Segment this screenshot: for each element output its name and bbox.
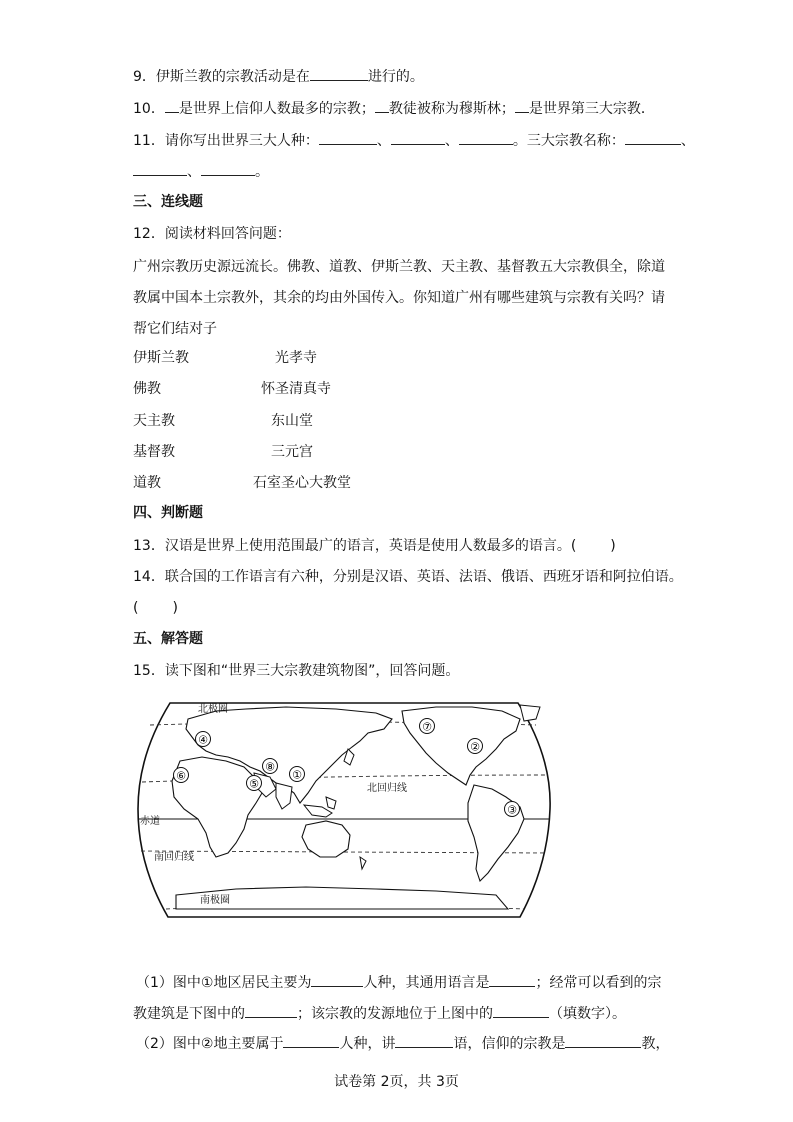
- religion-item[interactable]: 道教: [133, 475, 161, 491]
- india-landmass: [276, 783, 292, 809]
- question-15-1-cont: 教建筑是下图中的 ；该宗教的发源地位于上图中的 （填数字）。: [133, 1003, 626, 1024]
- answer-blank[interactable]: [201, 161, 255, 176]
- section-heading: 三、连线题: [133, 194, 203, 210]
- question-12-paragraph: 教属中国本土宗教外，其余的均由外国传入。你知道广州有哪些建筑与宗教有关吗？请: [133, 290, 665, 306]
- question-12-paragraph: 广州宗教历史源远流长。佛教、道教、伊斯兰教、天主教、基督教五大宗教俱全，除道: [133, 259, 665, 275]
- answer-blank[interactable]: [283, 1033, 339, 1048]
- question-10: 10． 是世界上信仰人数最多的宗教； 教徒被称为穆斯林； 是世界第三大宗教．: [133, 98, 655, 119]
- marker-3: [505, 802, 520, 817]
- religion-item[interactable]: 基督教: [133, 444, 175, 460]
- building-item[interactable]: 东山堂: [271, 413, 313, 429]
- answer-blank[interactable]: [489, 972, 535, 987]
- world-map: [136, 697, 552, 922]
- question-14-cont: ( ): [133, 600, 178, 616]
- answer-blank[interactable]: [375, 98, 389, 113]
- question-11: 11．请你写出世界三大人种： 、 、 。三大宗教名称： 、: [133, 130, 695, 151]
- religion-item[interactable]: 天主教: [133, 413, 175, 429]
- label-north-polar: 北极圈: [198, 704, 228, 715]
- label-tropic-capricorn: 南回归线: [154, 852, 194, 863]
- section-heading: 四、判断题: [133, 505, 203, 521]
- answer-blank[interactable]: [165, 98, 179, 113]
- marker-7: [420, 719, 435, 734]
- building-item[interactable]: 三元宫: [271, 444, 313, 460]
- svg-text:⑥: ⑥: [176, 769, 186, 783]
- answer-blank[interactable]: [391, 130, 445, 145]
- question-13: 13．汉语是世界上使用范围最广的语言，英语是使用人数最多的语言。( ): [133, 538, 616, 554]
- answer-blank[interactable]: [625, 130, 681, 145]
- answer-blank[interactable]: [310, 66, 368, 81]
- sea-islands: [304, 797, 336, 817]
- question-12-title: 12．阅读材料回答问题：: [133, 226, 291, 242]
- question-9: 9．伊斯兰教的宗教活动是在 进行的。: [133, 66, 424, 87]
- answer-blank[interactable]: [319, 130, 377, 145]
- svg-text:⑧: ⑧: [265, 760, 275, 774]
- greenland-landmass: [520, 705, 540, 721]
- question-12-paragraph: 帮它们结对子: [133, 321, 217, 337]
- label-south-polar: 南极圈: [200, 895, 230, 906]
- marker-2: [468, 739, 483, 754]
- marker-8: [263, 759, 278, 774]
- new-zealand: [360, 857, 366, 869]
- answer-blank[interactable]: [515, 98, 529, 113]
- question-15-title: 15．读下图和“世界三大宗教建筑物图”，回答问题。: [133, 663, 460, 679]
- section-heading: 五、解答题: [133, 631, 203, 647]
- question-14: 14．联合国的工作语言有六种，分别是汉语、英语、法语、俄语、西班牙语和阿拉伯语。: [133, 569, 683, 585]
- religion-item[interactable]: 佛教: [133, 381, 161, 397]
- svg-text:④: ④: [198, 733, 208, 747]
- marker-6: [174, 768, 189, 783]
- answer-blank[interactable]: [459, 130, 513, 145]
- marker-4: [196, 732, 211, 747]
- building-item[interactable]: 怀圣清真寺: [261, 381, 331, 397]
- question-15-2: （2）图中②地主要属于 人种，讲 语，信仰的宗教是 教，: [136, 1033, 669, 1054]
- svg-text:⑦: ⑦: [422, 720, 432, 734]
- svg-text:⑤: ⑤: [249, 777, 259, 791]
- answer-blank[interactable]: [245, 1003, 297, 1018]
- svg-text:②: ②: [470, 740, 480, 754]
- north-america-landmass: [402, 707, 520, 785]
- building-item[interactable]: 石室圣心大教堂: [253, 475, 351, 491]
- label-equator: 赤道: [140, 816, 160, 827]
- svg-text:③: ③: [507, 803, 517, 817]
- building-item[interactable]: 光孝寺: [275, 350, 317, 366]
- answer-blank[interactable]: [311, 972, 363, 987]
- answer-blank[interactable]: [395, 1033, 453, 1048]
- marker-1: [290, 767, 305, 782]
- question-11-cont: 、 。: [133, 161, 269, 182]
- answer-blank[interactable]: [493, 1003, 549, 1018]
- svg-text:①: ①: [292, 768, 302, 782]
- religion-item[interactable]: 伊斯兰教: [133, 350, 189, 366]
- south-america-landmass: [468, 785, 524, 881]
- answer-blank[interactable]: [565, 1033, 641, 1048]
- label-tropic-cancer: 北回归线: [367, 783, 407, 794]
- page-footer: 试卷第 2页，共 3页: [334, 1074, 459, 1090]
- marker-5: [247, 776, 262, 791]
- answer-blank[interactable]: [133, 161, 187, 176]
- question-15-1: （1）图中①地区居民主要为 人种，其通用语言是 ；经常可以看到的宗: [136, 972, 661, 993]
